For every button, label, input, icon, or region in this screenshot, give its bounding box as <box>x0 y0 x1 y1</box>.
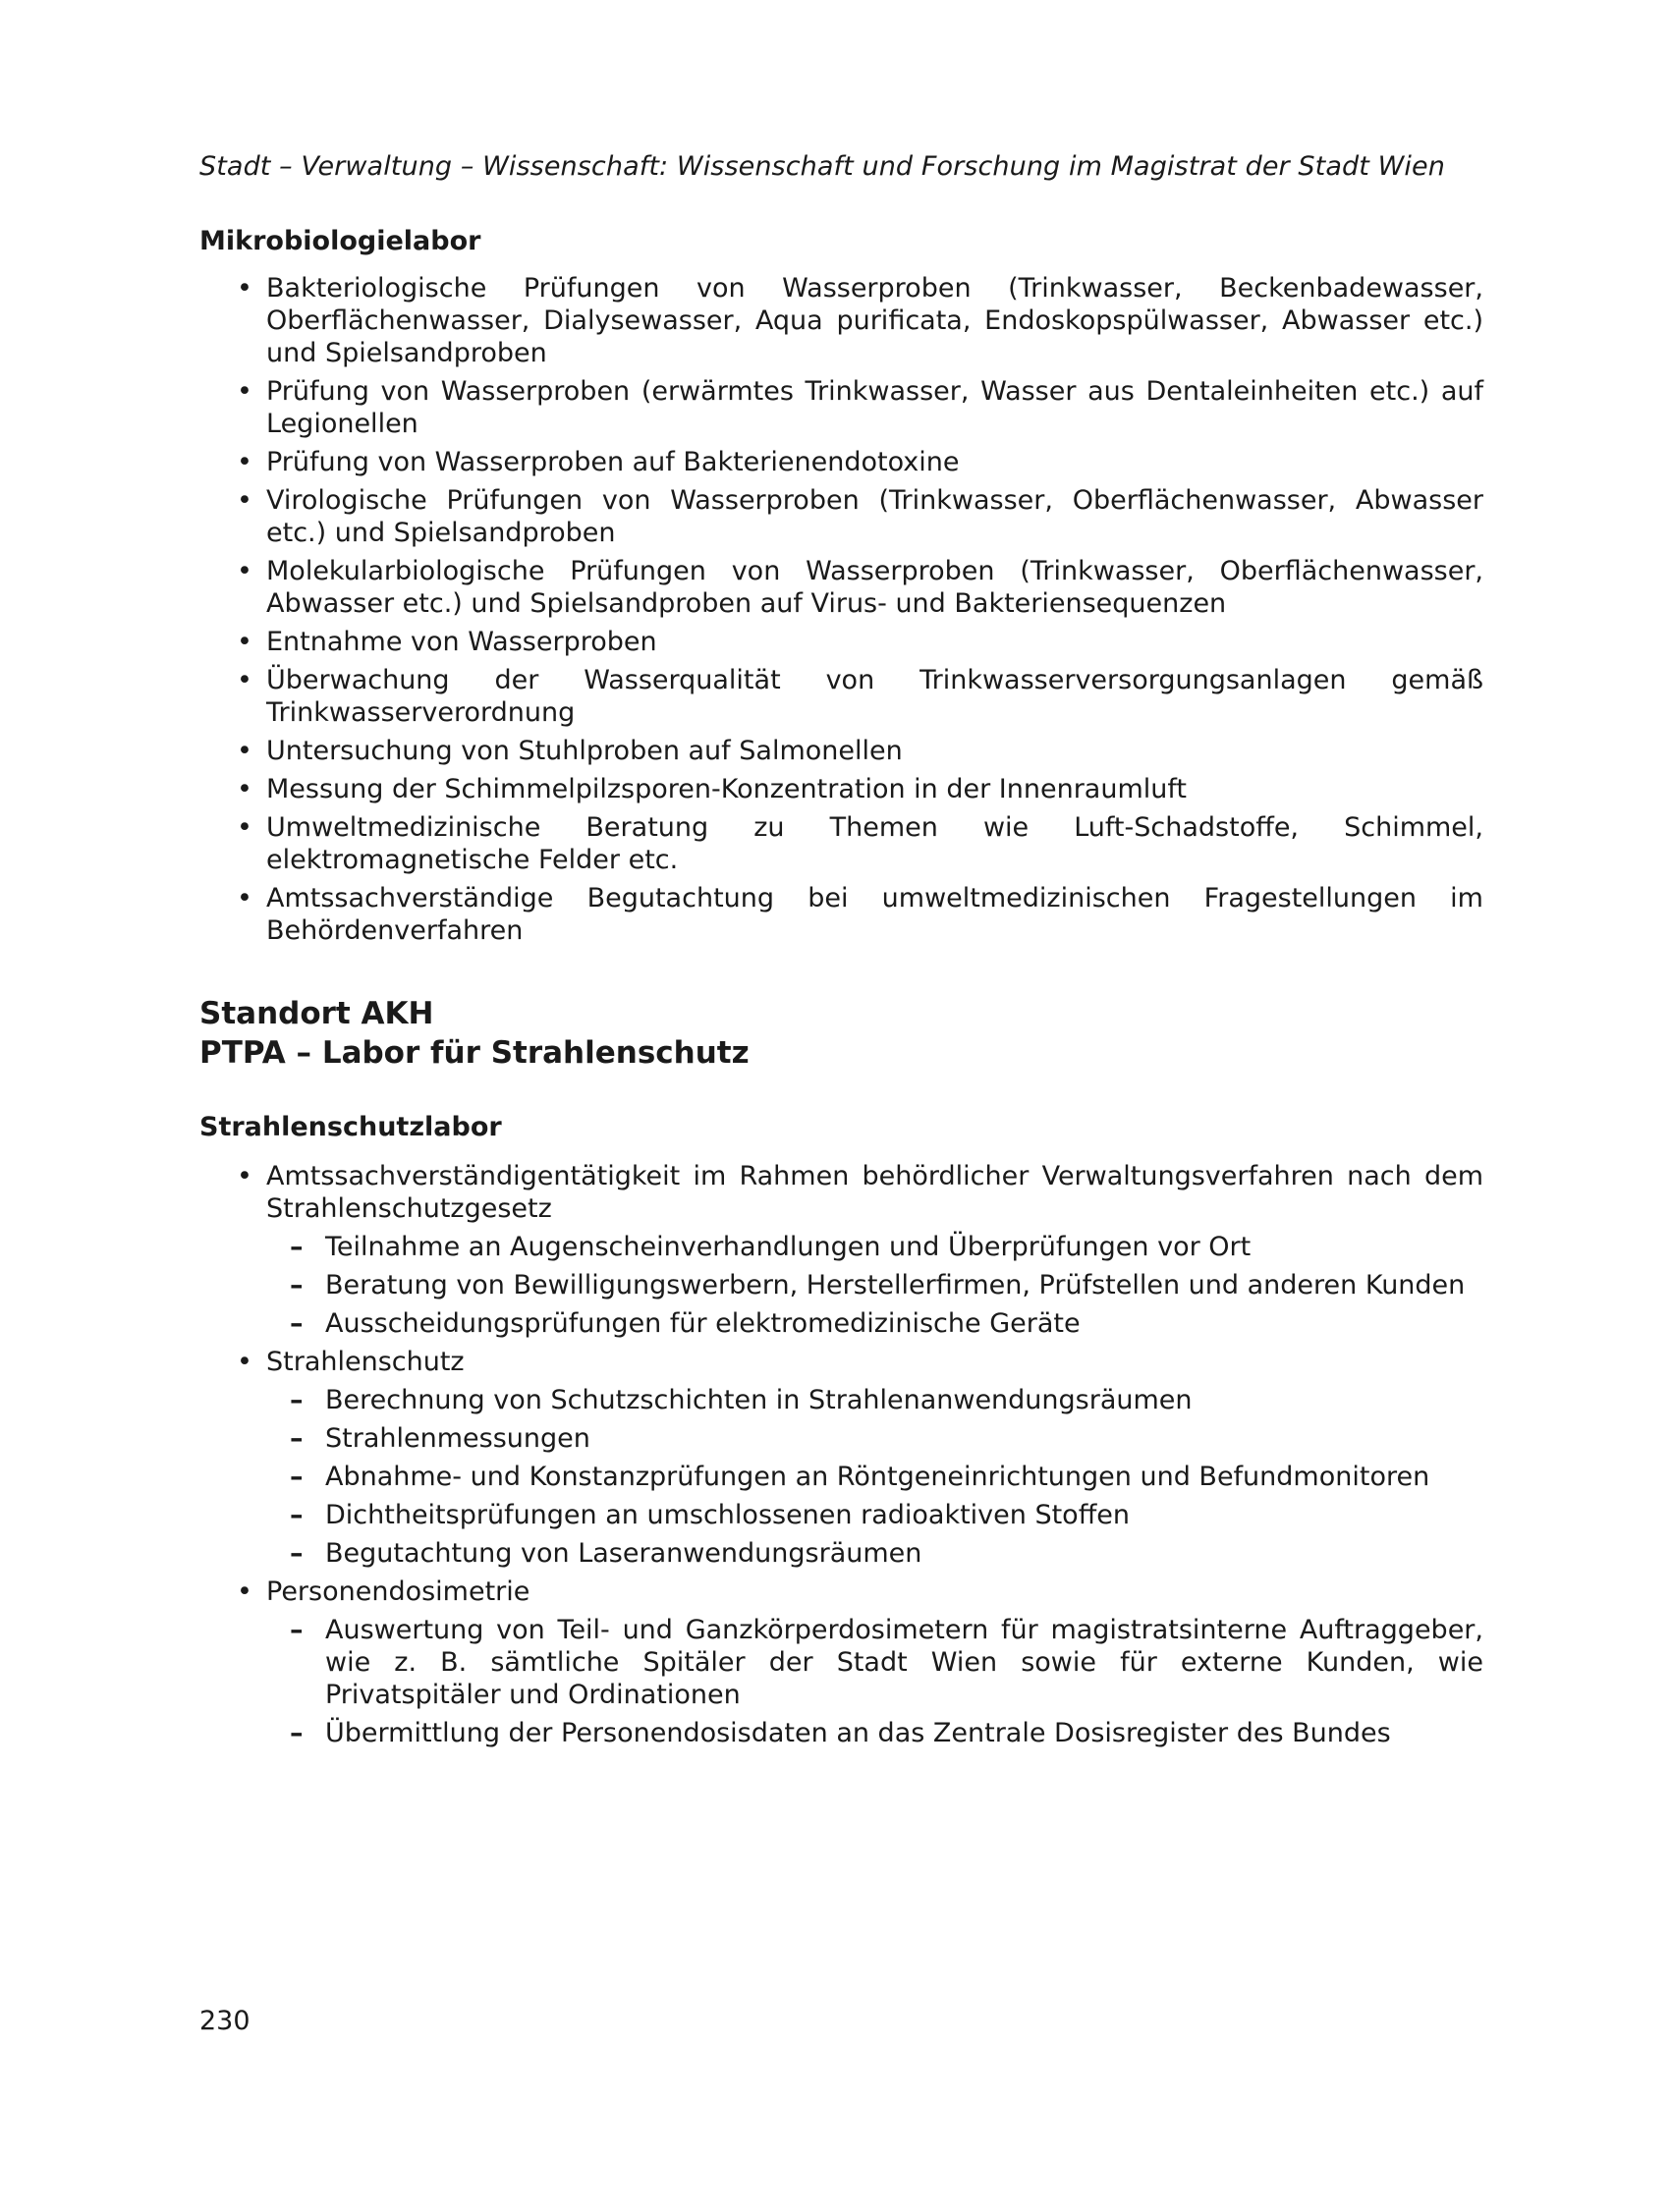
list-item: • Virologische Prüfungen von Wasserproben (Trinkwasser, Oberflächenwasser, Abwasser etc.) und Spielsandproben <box>237 485 1483 548</box>
bullet-icon: • <box>237 1347 252 1377</box>
sub-list <box>266 1384 1483 1570</box>
sub-list-item: – Berechnung von Schutzschichten in Strahlenanwendungsräumen <box>290 1385 1193 1415</box>
strahlenschutz-list <box>199 1160 1483 1755</box>
location-heading: Standort AKH <box>199 996 434 1031</box>
dash-icon: – <box>290 1385 304 1415</box>
sub-list-item: – Abnahme- und Konstanzprüfungen an Röntgeneinrichtungen und Befundmonitoren <box>290 1462 1430 1492</box>
list-item: • Prüfung von Wasserproben (erwärmtes Trinkwasser, Wasser aus Dentaleinheiten etc.) auf Legionellen <box>237 376 1483 439</box>
sub-list <box>266 1231 1483 1340</box>
list-item: • Prüfung von Wasserproben auf Bakterienendotoxine <box>237 447 960 477</box>
dash-icon: – <box>290 1538 304 1569</box>
bullet-icon: • <box>237 1576 252 1607</box>
running-head: Stadt – Verwaltung – Wissenschaft: Wissenschaft und Forschung im Magistrat der Stadt Wien <box>199 151 1445 182</box>
dash-icon: – <box>290 1270 304 1300</box>
dash-icon: – <box>290 1423 304 1454</box>
list-item: • Untersuchung von Stuhlproben auf Salmonellen <box>237 736 903 766</box>
section-heading-strahlenschutzlabor: Strahlenschutzlabor <box>199 1112 502 1142</box>
list-item: • Umweltmedizinische Beratung zu Themen wie Luft-Schadstoffe, Schimmel, elektromagnetische Felder etc. <box>237 812 1483 875</box>
bullet-icon: • <box>237 736 252 766</box>
bullet-icon: • <box>237 627 252 657</box>
bullet-icon: • <box>237 376 252 407</box>
bullet-icon: • <box>237 556 252 586</box>
lab-heading: PTPA – Labor für Strahlenschutz <box>199 1035 750 1071</box>
list-item: • Molekularbiologische Prüfungen von Wasserproben (Trinkwasser, Oberflächenwasser, Abwasser etc.) und Spielsandproben auf Virus- und Bakteriensequenzen <box>237 556 1483 619</box>
sub-list-item: – Begutachtung von Laseranwendungsräumen <box>290 1538 922 1569</box>
dash-icon: – <box>290 1308 304 1339</box>
list-item: • Bakteriologische Prüfungen von Wasserproben (Trinkwasser, Beckenbadewasser, Oberflächenwasser, Dialysewasser, Aqua purificata, Endoskopspülwasser, Abwasser etc.) und Spielsandproben <box>237 273 1483 368</box>
list-item: • Strahlenschutz – Berechnung von Schutzschichten in Strahlenanwendungsräumen – Strahlenmessungen – Abnahme- und Konstanzprüfungen an Röntgeneinrichtungen und Befundmonitoren – Dichtheitsprüfungen an umschlossenen radioaktiven Stoffen – Begutachtung von Laseranwendungsräumen <box>199 1346 1483 1570</box>
bullet-icon: • <box>237 883 252 913</box>
sub-list-item: – Auswertung von Teil- und Ganzkörperdosimetern für magistratsinterne Auftraggeber, wie z. B. sämtliche Spitäler der Stadt Wien sowie für externe Kunden, wie Privatspitäler und Ordinationen <box>290 1615 1483 1710</box>
bullet-icon: • <box>237 812 252 843</box>
sub-list-item: – Strahlenmessungen <box>290 1423 590 1454</box>
dash-icon: – <box>290 1615 304 1645</box>
dash-icon: – <box>290 1718 304 1748</box>
list-item: • Amtssachverständigentätigkeit im Rahmen behördlicher Verwaltungsverfahren nach dem Strahlenschutzgesetz – Teilnahme an Augenscheinverhandlungen und Überprüfungen vor Ort – Beratung von Bewilligungswerbern, Herstellerfirmen, Prüfstellen und anderen Kunden – Ausscheidungsprüfungen für elektromedizinische Geräte <box>237 1161 1483 1339</box>
dash-icon: – <box>290 1462 304 1492</box>
bullet-icon: • <box>237 447 252 477</box>
list-item: • Messung der Schimmelpilzsporen-Konzentration in der Innenraumluft <box>237 774 1187 804</box>
list-item: • Entnahme von Wasserproben <box>237 627 657 657</box>
list-item: • Amtssachverständige Begutachtung bei umweltmedizinischen Fragestellungen im Behördenverfahren <box>237 883 1483 946</box>
sub-list-item: – Beratung von Bewilligungswerbern, Herstellerfirmen, Prüfstellen und anderen Kunden <box>290 1270 1466 1300</box>
bullet-icon: • <box>237 1161 252 1191</box>
bullet-icon: • <box>237 273 252 304</box>
page-number: 230 <box>199 2006 251 2036</box>
bullet-icon: • <box>237 665 252 695</box>
section-heading-mikrobiologielabor: Mikrobiologielabor <box>199 226 481 256</box>
sub-list <box>266 1614 1483 1749</box>
list-item: • Überwachung der Wasserqualität von Trinkwasserversorgungsanlagen gemäß Trinkwasserverordnung <box>237 665 1483 728</box>
sub-list-item: – Dichtheitsprüfungen an umschlossenen radioaktiven Stoffen <box>290 1500 1131 1530</box>
bullet-icon: • <box>237 485 252 516</box>
list-item: • Personendosimetrie – Auswertung von Teil- und Ganzkörperdosimetern für magistratsinterne Auftraggeber, wie z. B. sämtliche Spitäler der Stadt Wien sowie für externe Kunden, wie Privatspitäler und Ordinationen – Übermittlung der Personendosisdaten an das Zentrale Dosisregister des Bundes <box>237 1576 1483 1748</box>
sub-list-item: – Teilnahme an Augenscheinverhandlungen und Überprüfungen vor Ort <box>290 1232 1252 1262</box>
dash-icon: – <box>290 1232 304 1262</box>
mikrobiologie-list <box>199 272 1483 953</box>
sub-list-item: – Ausscheidungsprüfungen für elektromedizinische Geräte <box>290 1308 1081 1339</box>
bullet-icon: • <box>237 774 252 804</box>
dash-icon: – <box>290 1500 304 1530</box>
sub-list-item: – Übermittlung der Personendosisdaten an das Zentrale Dosisregister des Bundes <box>290 1718 1391 1748</box>
